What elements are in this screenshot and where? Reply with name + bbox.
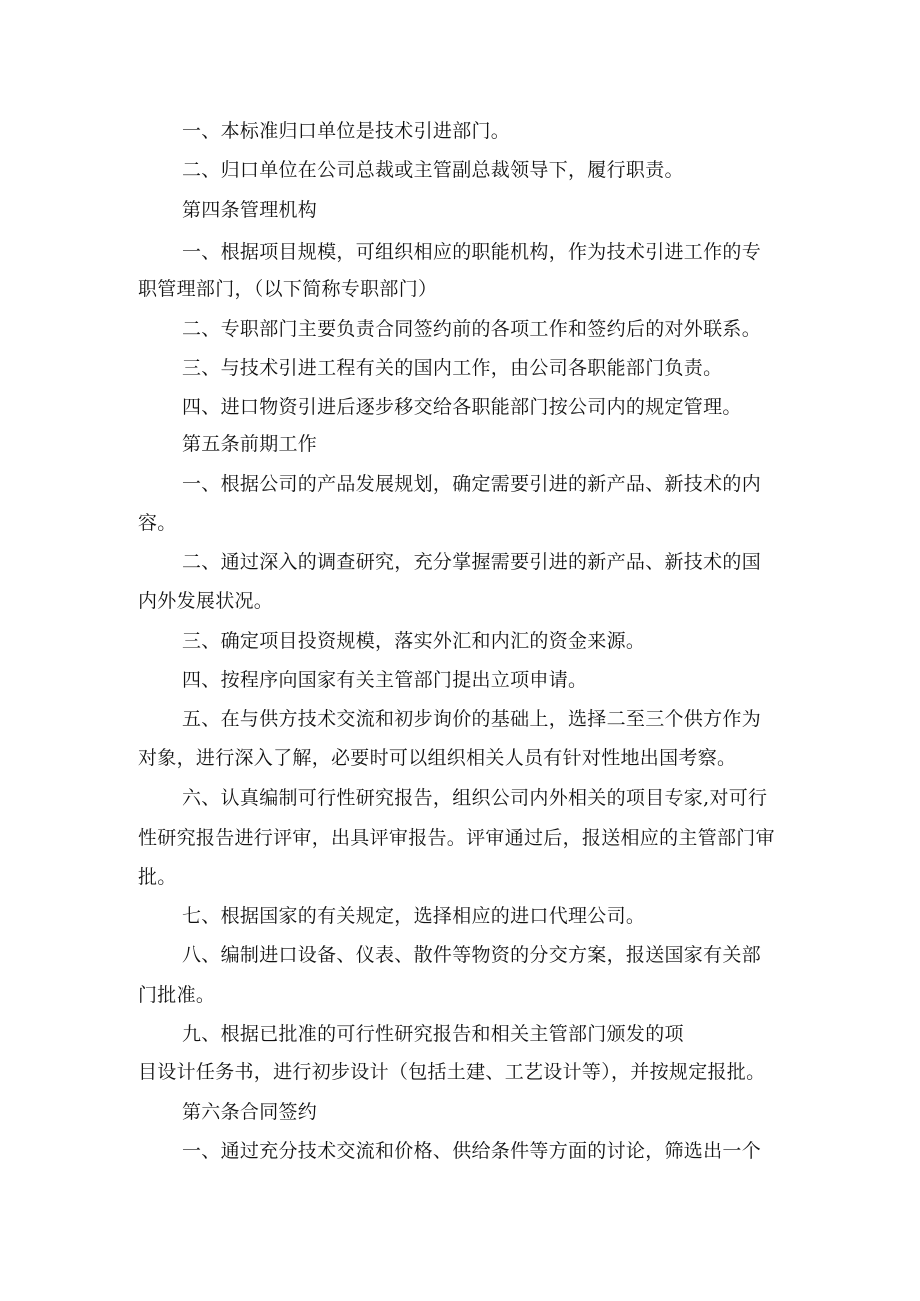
text-line: 一、本标准归口单位是技术引进部门。 bbox=[182, 120, 511, 142]
text-line: 三、确定项目投资规模，落实外汇和内汇的资金来源。 bbox=[182, 630, 646, 652]
text-line: 容。 bbox=[138, 512, 177, 534]
text-line: 八、编制进口设备、仪表、散件等物资的分交方案，报送国家有关部 bbox=[182, 944, 762, 966]
text-line: 职管理部门，（以下简称专职部门） bbox=[138, 278, 438, 300]
text-line: 目设计任务书，进行初步设计（包括土建、工艺设计等），并按规定报批。 bbox=[138, 1061, 766, 1083]
section-heading: 第四条管理机构 bbox=[182, 199, 318, 221]
text-line: 三、与技术引进工程有关的国内工作，由公司各职能部门负责。 bbox=[182, 357, 723, 379]
text-line: 一、通过充分技术交流和价格、供给条件等方面的讨论，筛选出一个 bbox=[182, 1140, 762, 1162]
text-line: 二、通过深入的调查研究，充分掌握需要引进的新产品、新技术的国 bbox=[182, 551, 762, 573]
text-line: 性研究报告进行评审，出具评审报告。评审通过后，报送相应的主管部门审 bbox=[138, 827, 775, 849]
text-line: 五、在与供方技术交流和初步询价的基础上，选择二至三个供方作为 bbox=[182, 708, 762, 730]
text-line: 二、归口单位在公司总裁或主管副总裁领导下，履行职责。 bbox=[182, 159, 684, 181]
text-line: 门批准。 bbox=[138, 984, 216, 1006]
text-line: 一、根据项目规模，可组织相应的职能机构，作为技术引进工作的专 bbox=[182, 241, 762, 263]
text-line: 内外发展状况。 bbox=[138, 590, 274, 612]
text-line: 批。 bbox=[138, 866, 177, 888]
text-line: 六、认真编制可行性研究报告，组织公司内外相关的项目专家,对可行 bbox=[182, 787, 768, 809]
text-line: 四、按程序向国家有关主管部门提出立项申请。 bbox=[182, 669, 588, 691]
text-line: 九、根据已批准的可行性研究报告和相关主管部门颁发的项 bbox=[182, 1023, 684, 1045]
text-line: 四、进口物资引进后逐步移交给各职能部门按公司内的规定管理。 bbox=[182, 396, 742, 418]
text-line: 二、专职部门主要负责合同签约前的各项工作和签约后的对外联系。 bbox=[182, 318, 762, 340]
section-heading: 第六条合同签约 bbox=[182, 1101, 318, 1123]
text-line: 七、根据国家的有关规定，选择相应的进口代理公司。 bbox=[182, 905, 646, 927]
text-line: 对象，进行深入了解，必要时可以组织相关人员有针对性地出国考察。 bbox=[138, 747, 737, 769]
text-line: 一、根据公司的产品发展规划，确定需要引进的新产品、新技术的内 bbox=[182, 473, 762, 495]
section-heading: 第五条前期工作 bbox=[182, 433, 318, 455]
